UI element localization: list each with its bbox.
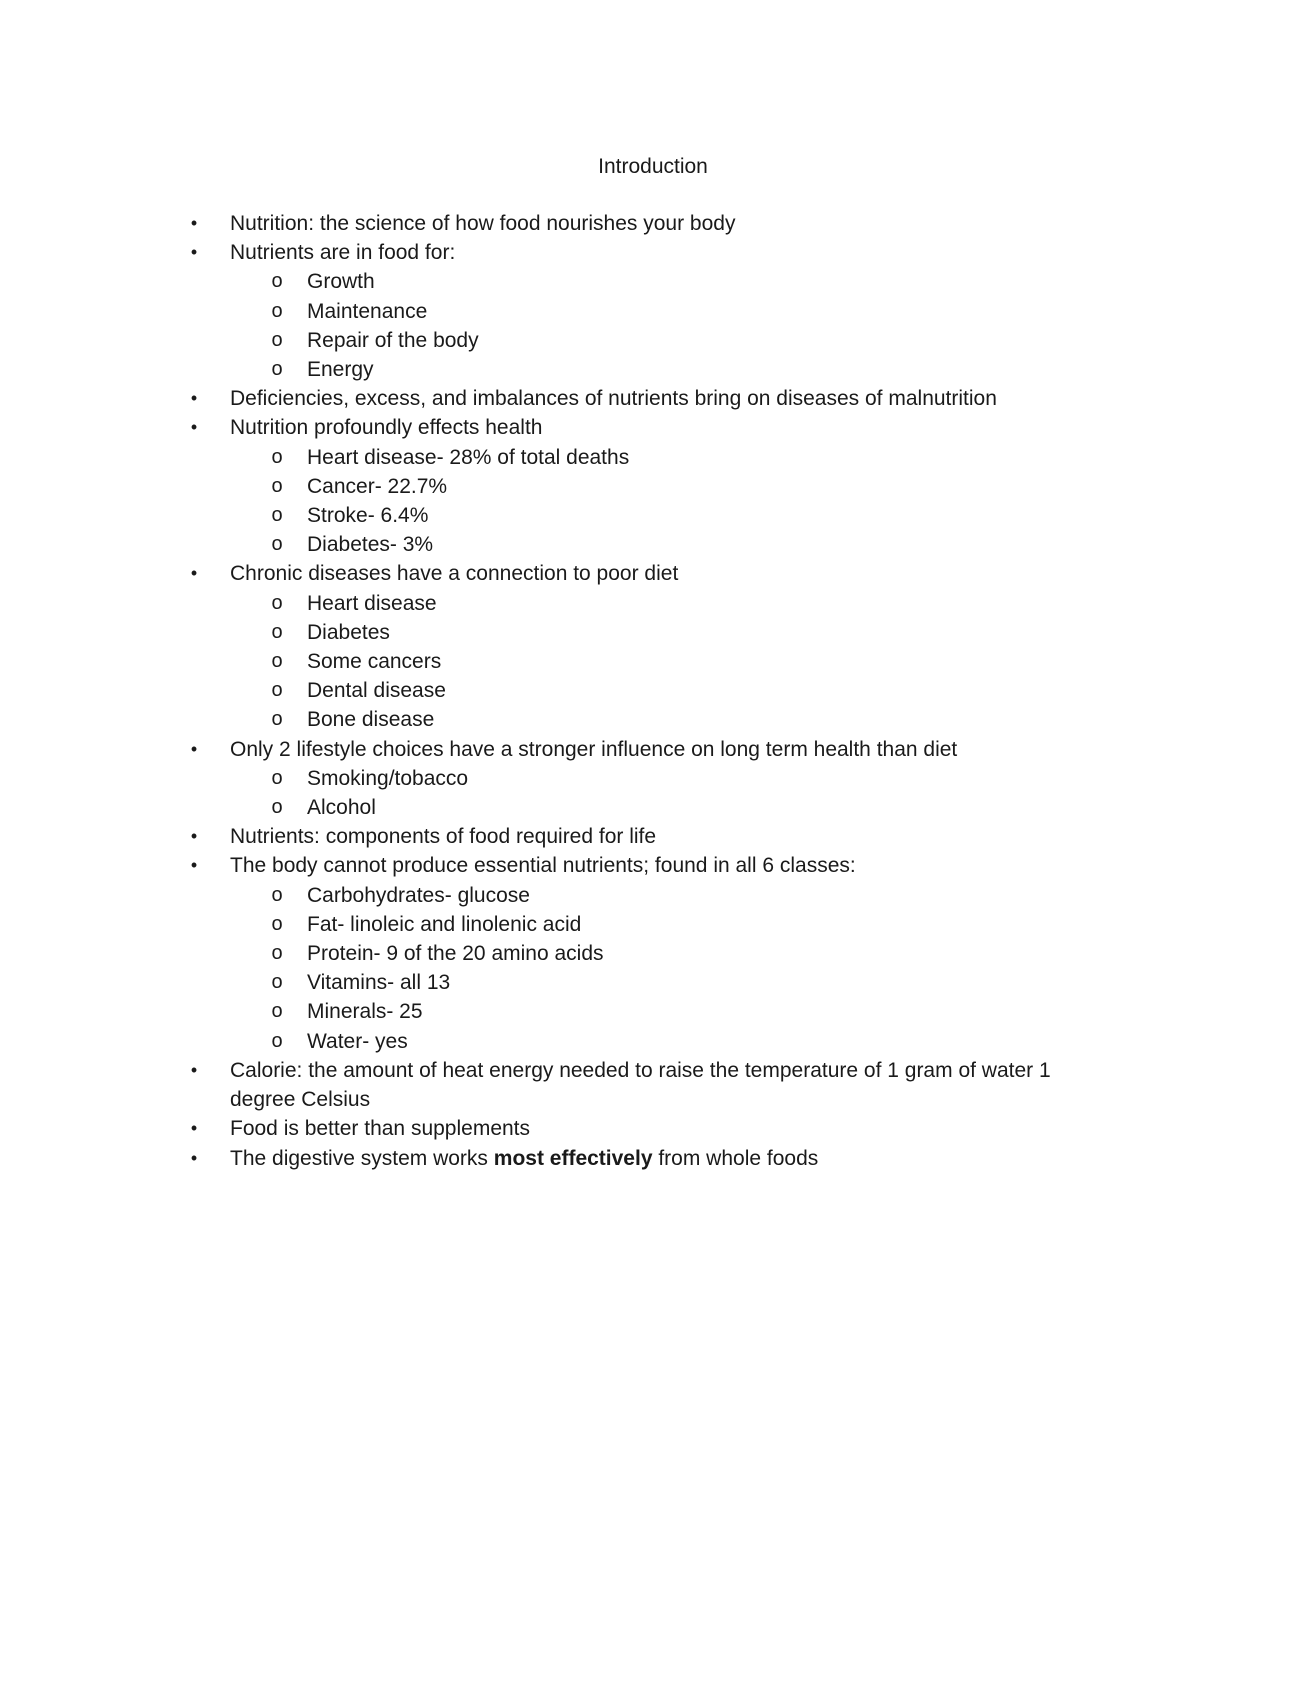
item-text: Nutrition profoundly effects health — [230, 416, 543, 440]
sub-bullet-marker: o — [271, 883, 283, 906]
bullet-marker: • — [190, 855, 198, 876]
bullet-item — [0, 1114, 1306, 1143]
bullet-marker: • — [190, 1059, 198, 1080]
sub-bullet-item — [0, 764, 1306, 793]
sub-bullet-item — [0, 472, 1306, 501]
item-text: Fat- linoleic and linolenic acid — [307, 912, 582, 936]
bullet-item — [0, 1056, 1090, 1114]
sub-bullet-marker: o — [271, 679, 283, 702]
sub-bullet-marker: o — [271, 474, 283, 497]
item-text: from whole foods — [652, 1146, 819, 1170]
sub-bullet-item — [0, 443, 1306, 472]
sub-bullet-marker: o — [271, 971, 283, 994]
bullet-item — [0, 1144, 1306, 1173]
sub-bullet-marker: o — [271, 358, 283, 381]
item-text: Energy — [307, 358, 374, 382]
item-text: Repair of the body — [307, 328, 479, 352]
sub-bullet-item — [0, 705, 1306, 734]
sub-bullet-marker: o — [271, 591, 283, 614]
bullet-item — [0, 851, 1306, 880]
sub-bullet-item — [0, 881, 1306, 910]
bullet-item — [0, 559, 1306, 588]
sub-bullet-marker: o — [271, 504, 283, 527]
item-text: Stroke- 6.4% — [307, 504, 429, 528]
sub-bullet-marker: o — [271, 328, 283, 351]
bullet-item — [0, 238, 1306, 267]
sub-bullet-item — [0, 530, 1306, 559]
item-text: Diabetes — [307, 620, 390, 644]
sub-bullet-marker: o — [271, 1029, 283, 1052]
bullet-item — [0, 209, 1306, 238]
bullet-list — [0, 209, 1306, 1173]
bullet-marker: • — [190, 738, 198, 759]
bullet-marker: • — [190, 242, 198, 263]
bullet-item — [0, 822, 1306, 851]
bullet-marker: • — [190, 826, 198, 847]
sub-bullet-item — [0, 326, 1306, 355]
sub-bullet-item — [0, 267, 1306, 296]
sub-bullet-item — [0, 501, 1306, 530]
sub-bullet-marker: o — [271, 912, 283, 935]
bullet-item — [0, 413, 1306, 442]
item-text: Bone disease — [307, 708, 435, 732]
bullet-marker: • — [190, 213, 198, 233]
sub-bullet-marker: o — [271, 708, 283, 731]
sub-bullet-item — [0, 355, 1306, 384]
bullet-marker: • — [190, 388, 198, 409]
item-text: Vitamins- all 13 — [307, 971, 451, 995]
item-text: Minerals- 25 — [307, 1000, 423, 1024]
sub-bullet-marker: o — [271, 620, 283, 643]
sub-bullet-item — [0, 618, 1306, 647]
bullet-item — [0, 384, 1306, 413]
sub-bullet-item — [0, 939, 1306, 968]
item-text: Food is better than supplements — [230, 1117, 531, 1141]
sub-bullet-item — [0, 589, 1306, 618]
item-text: Growth — [307, 270, 375, 294]
sub-bullet-marker: o — [271, 942, 283, 965]
item-text: The digestive system works — [230, 1146, 494, 1170]
sub-bullet-item — [0, 297, 1306, 326]
item-text: Diabetes- 3% — [307, 533, 434, 557]
item-text: Cancer- 22.7% — [307, 474, 448, 498]
page-title: Introduction — [598, 155, 708, 178]
bullet-marker: • — [190, 1118, 198, 1139]
sub-bullet-marker: o — [271, 766, 283, 789]
bullet-item — [0, 735, 1306, 764]
bullet-marker: • — [190, 417, 198, 438]
sub-bullet-marker: o — [271, 533, 283, 556]
item-text: Heart disease — [307, 591, 437, 615]
sub-bullet-marker: o — [271, 270, 283, 293]
item-text: Only 2 lifestyle choices have a stronger influence on long term health than diet — [230, 737, 958, 761]
bullet-marker: • — [190, 563, 198, 584]
sub-bullet-marker: o — [271, 445, 283, 468]
bullet-marker: • — [190, 1147, 198, 1168]
item-text: Heart disease- 28% of total deaths — [307, 445, 630, 469]
bold-text: most effectively — [493, 1146, 653, 1170]
item-text: Dental disease — [307, 679, 446, 703]
sub-bullet-item — [0, 968, 1306, 997]
sub-bullet-item — [0, 1027, 1306, 1056]
sub-bullet-item — [0, 647, 1306, 676]
item-text: Carbohydrates- glucose — [307, 883, 530, 907]
item-text: The body cannot produce essential nutrients; found in all 6 classes: — [230, 854, 856, 878]
item-text: Nutrition: the science of how food nourishes your body — [230, 212, 736, 235]
item-text: Calorie: the amount of heat energy needed to raise the temperature of 1 gram of water 1 degree Celsius — [230, 1058, 1051, 1112]
item-text: Some cancers — [307, 650, 442, 674]
sub-bullet-item — [0, 910, 1306, 939]
item-text: Nutrients: components of food required for life — [230, 825, 657, 849]
sub-bullet-marker: o — [271, 1000, 283, 1023]
sub-bullet-marker: o — [271, 299, 283, 322]
sub-bullet-marker: o — [271, 650, 283, 673]
item-text: Maintenance — [307, 299, 428, 323]
sub-bullet-item — [0, 997, 1306, 1026]
item-text: Chronic diseases have a connection to poor diet — [230, 562, 679, 586]
item-text: Deficiencies, excess, and imbalances of nutrients bring on diseases of malnutrition — [230, 387, 997, 411]
sub-bullet-item — [0, 793, 1306, 822]
item-text: Protein- 9 of the 20 amino acids — [307, 942, 604, 966]
sub-bullet-marker: o — [271, 796, 283, 819]
item-text: Nutrients are in food for: — [230, 241, 456, 265]
item-text: Smoking/tobacco — [307, 766, 469, 790]
item-text: Water- yes — [307, 1029, 408, 1053]
item-text: Alcohol — [307, 796, 376, 820]
sub-bullet-item — [0, 676, 1306, 705]
